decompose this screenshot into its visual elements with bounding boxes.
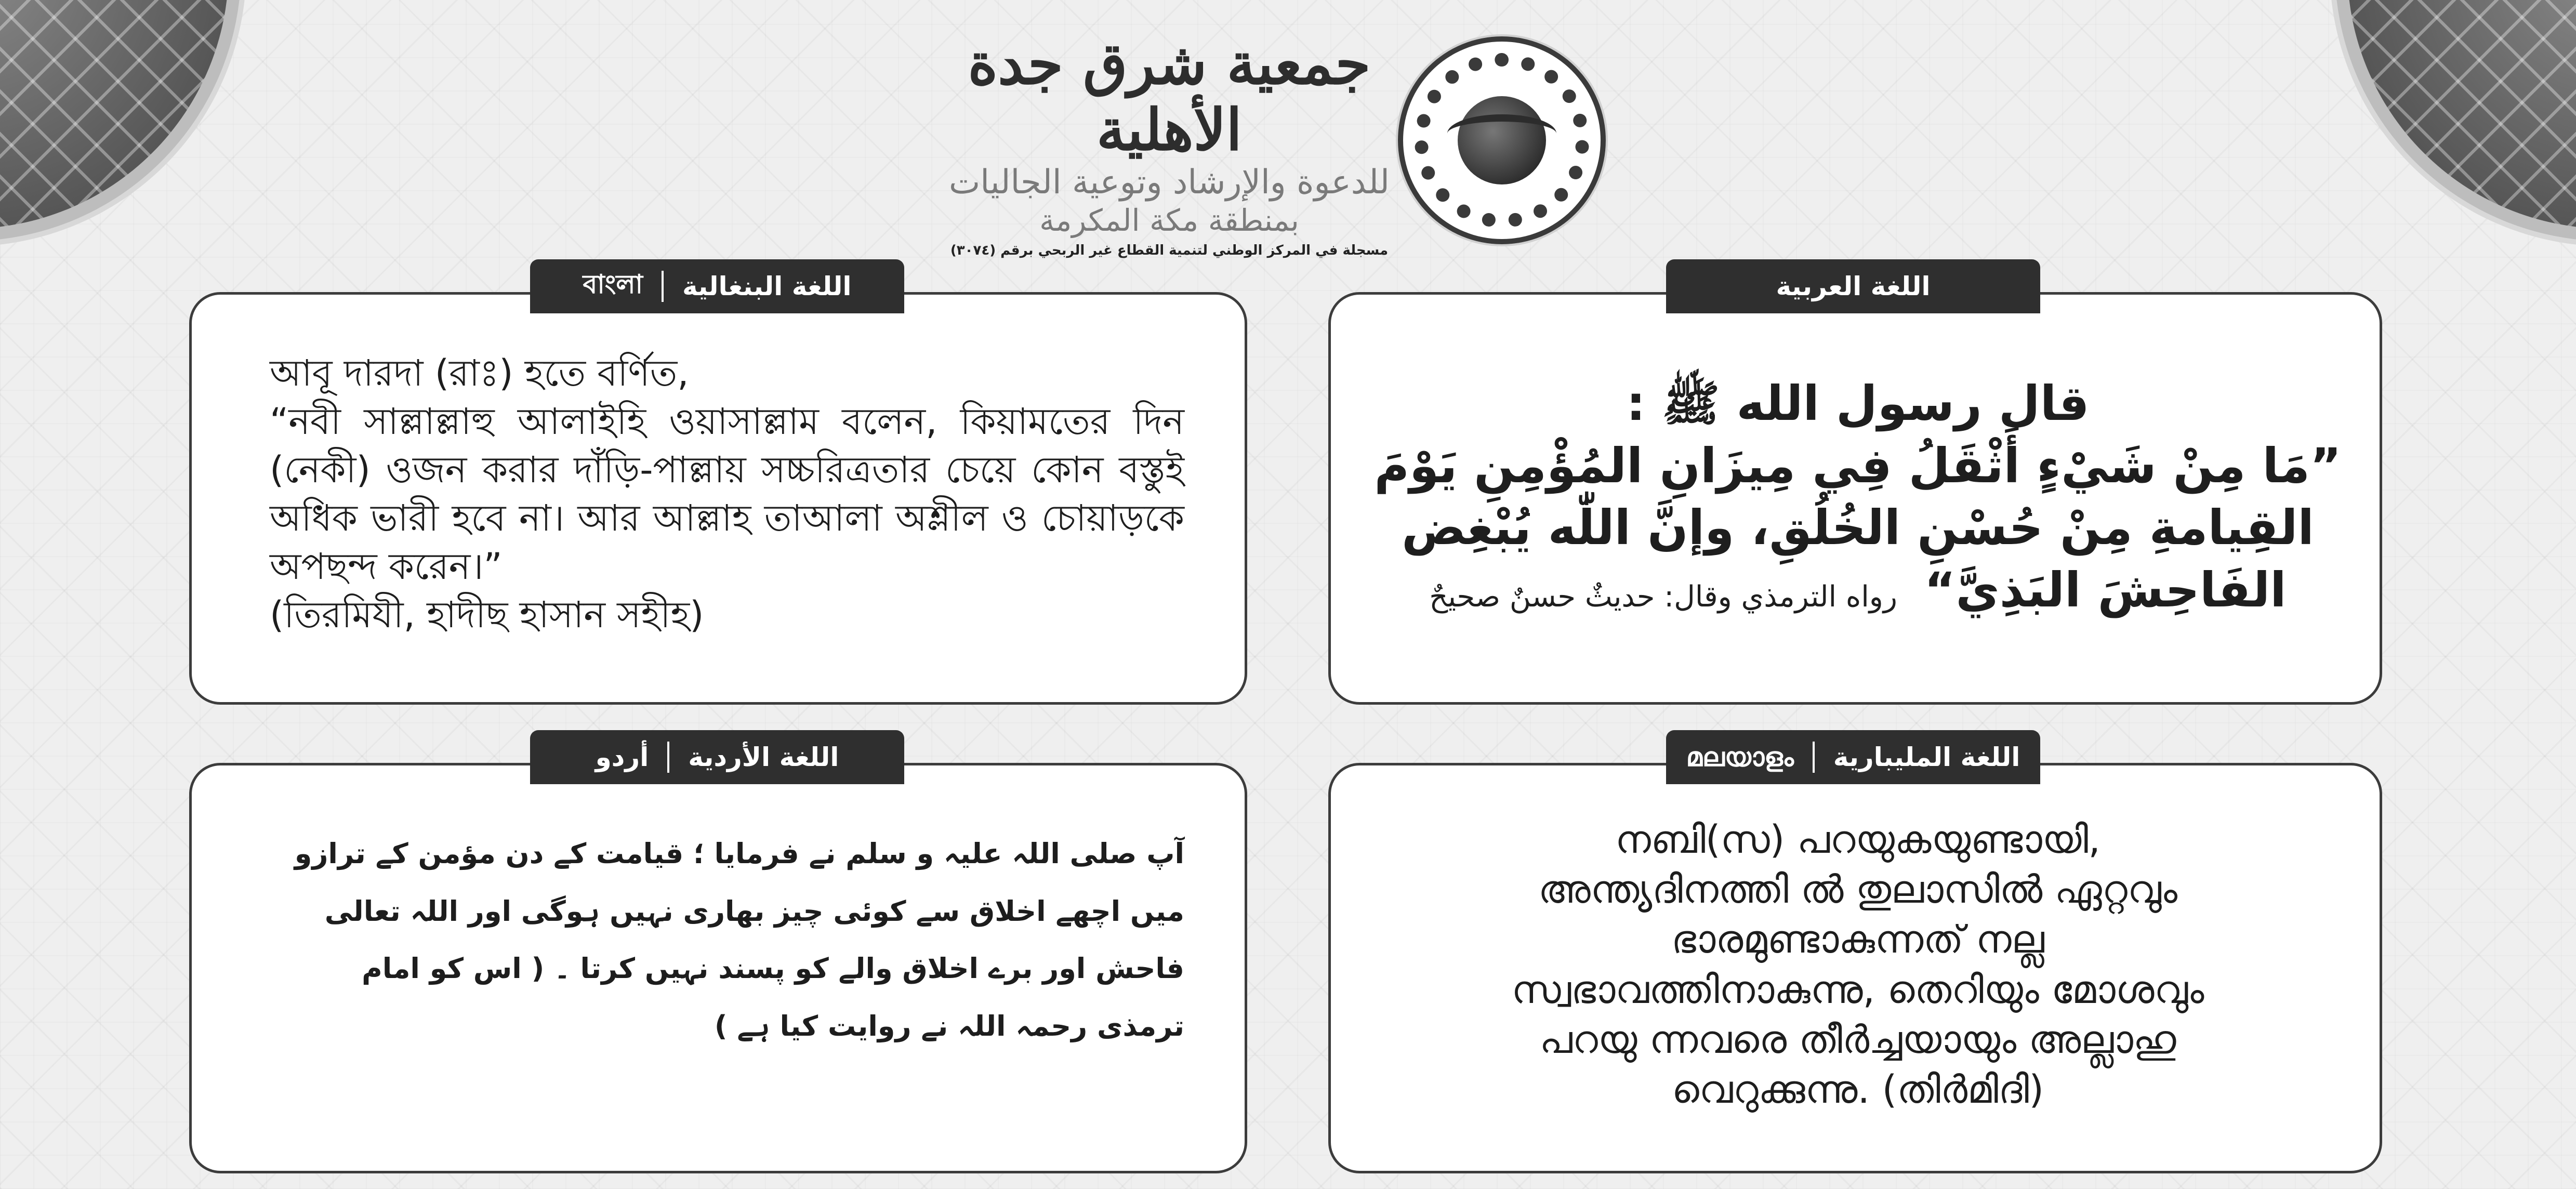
organization-name: جمعية شرق جدة الأهلية [968,30,1371,163]
arabic-tab-label: اللغة العربية [1776,271,1931,301]
malayalam-tab-label-native: മലയാളം [1686,742,1794,772]
urdu-card [189,763,1247,1173]
bengali-tab-label-native: বাংলা [583,269,643,299]
arabic-tab [1666,259,2040,313]
corner-ornament-right [2285,0,2576,281]
arabic-line-4 [1367,559,2348,622]
tab-divider [1813,742,1815,773]
malayalam-line-3: ഭാരമുണ്ടാകുന്നത് നല്ല [1671,917,2044,962]
corner-ornament-left [0,0,291,281]
organization-region: بمنطقة مكة المكرمة [1039,202,1299,238]
malayalam-line-5: പറയു ന്നവരെ തീർച്ചയായും അല്ലാഹു [1539,1017,2176,1062]
bengali-hadith-text [270,349,1184,640]
urdu-hadith-text: آپ صلی اللہ علیہ و سلم نے فرمایا ؛ قیامت کے دن مؤمن کے ترازو میں اچھے اخلاق سے کوئی چیز بھاری نہیں ہوگی اور اللہ تعالی فاحش اور برے اخلاق والے کو پسند نہیں کرتا ۔ ( اس کو امام ترمذی رحمہ اللہ نے روایت کیا ہے ) [294,837,1184,1043]
arabic-card [1328,292,2382,705]
bengali-line-1: আবূ দারদা (রাঃ) হতে বর্ণিত, [270,352,689,394]
organization-title-block [946,31,1393,258]
malayalam-card [1328,763,2382,1173]
arabic-line-3: القِيامةِ مِنْ حُسْنِ الخُلُقِ، وإنَّ اللّٰه يُبْغِض [1402,500,2314,556]
organization-subtitle: للدعوة والإرشاد وتوعية الجاليات [948,163,1390,202]
arabic-hadith-text [1367,373,2348,621]
header [946,21,1621,260]
bengali-reference: (তিরমিযী, হাদীছ হাসান সহীহ) [270,593,704,637]
bengali-tab-label-arabic: اللغة البنغالية [682,271,852,301]
malayalam-line-2: അന്ത്യദിനത്തി ൽ തുലാസിൽ ഏറ്റവും [1538,867,2178,913]
bengali-line-2: “নবী সাল্লাল্লাহু আলাইহি ওয়াসাল্লাম বলেন, কিয়ামতের দিন (নেকী) ওজন করার দাঁড়ি-পাল্লায় সচ্চরিত্রতার চেয়ে কোন বস্তুই অধিক ভারী হবে না। আর আল্লাহ তাআলা অশ্লীল ও চোয়াড়কে অপছন্দ করেন।” [270,400,1184,588]
malayalam-tab [1666,730,2040,784]
arabic-line-2: ”مَا مِنْ شَيْءٍ أَثْقَلُ فِي مِيزَانِ المُؤْمِنِ يَوْمَ [1374,438,2342,494]
bengali-card [189,292,1247,705]
malayalam-line-4: സ്വഭാവത്തിനാകുന്നു, തെറിയും മോശവും [1511,967,2204,1012]
tab-divider [667,742,669,773]
arabic-line-1: قال رسول الله ﷺ : [1626,376,2090,431]
urdu-tab-label-arabic: اللغة الأردية [688,742,839,772]
malayalam-line-1: നബി(സ) പറയുകയുണ്ടായി, [1615,817,2101,862]
malayalam-hadith-text [1372,815,2343,1115]
arabic-line-4-text: الفَاحِشَ البَذِيَّ“ [1924,562,2287,618]
malayalam-line-6: വെറുക്കുന്നു. (തിർമിദി) [1671,1067,2044,1112]
urdu-tab-label-native: أردو [595,742,649,772]
tab-divider [662,271,664,302]
urdu-tab [530,730,904,784]
organization-registration: مسجلة في المركز الوطني لتنمية القطاع غير الربحي برقم (٣٠٧٤) [950,243,1389,259]
bengali-tab [530,259,904,313]
malayalam-tab-label-arabic: اللغة المليبارية [1833,742,2020,772]
arabic-reference: رواه الترمذي وقال: حديثٌ حسنٌ صحيحٌ [1429,579,1897,614]
organization-emblem-icon [1398,36,1606,244]
